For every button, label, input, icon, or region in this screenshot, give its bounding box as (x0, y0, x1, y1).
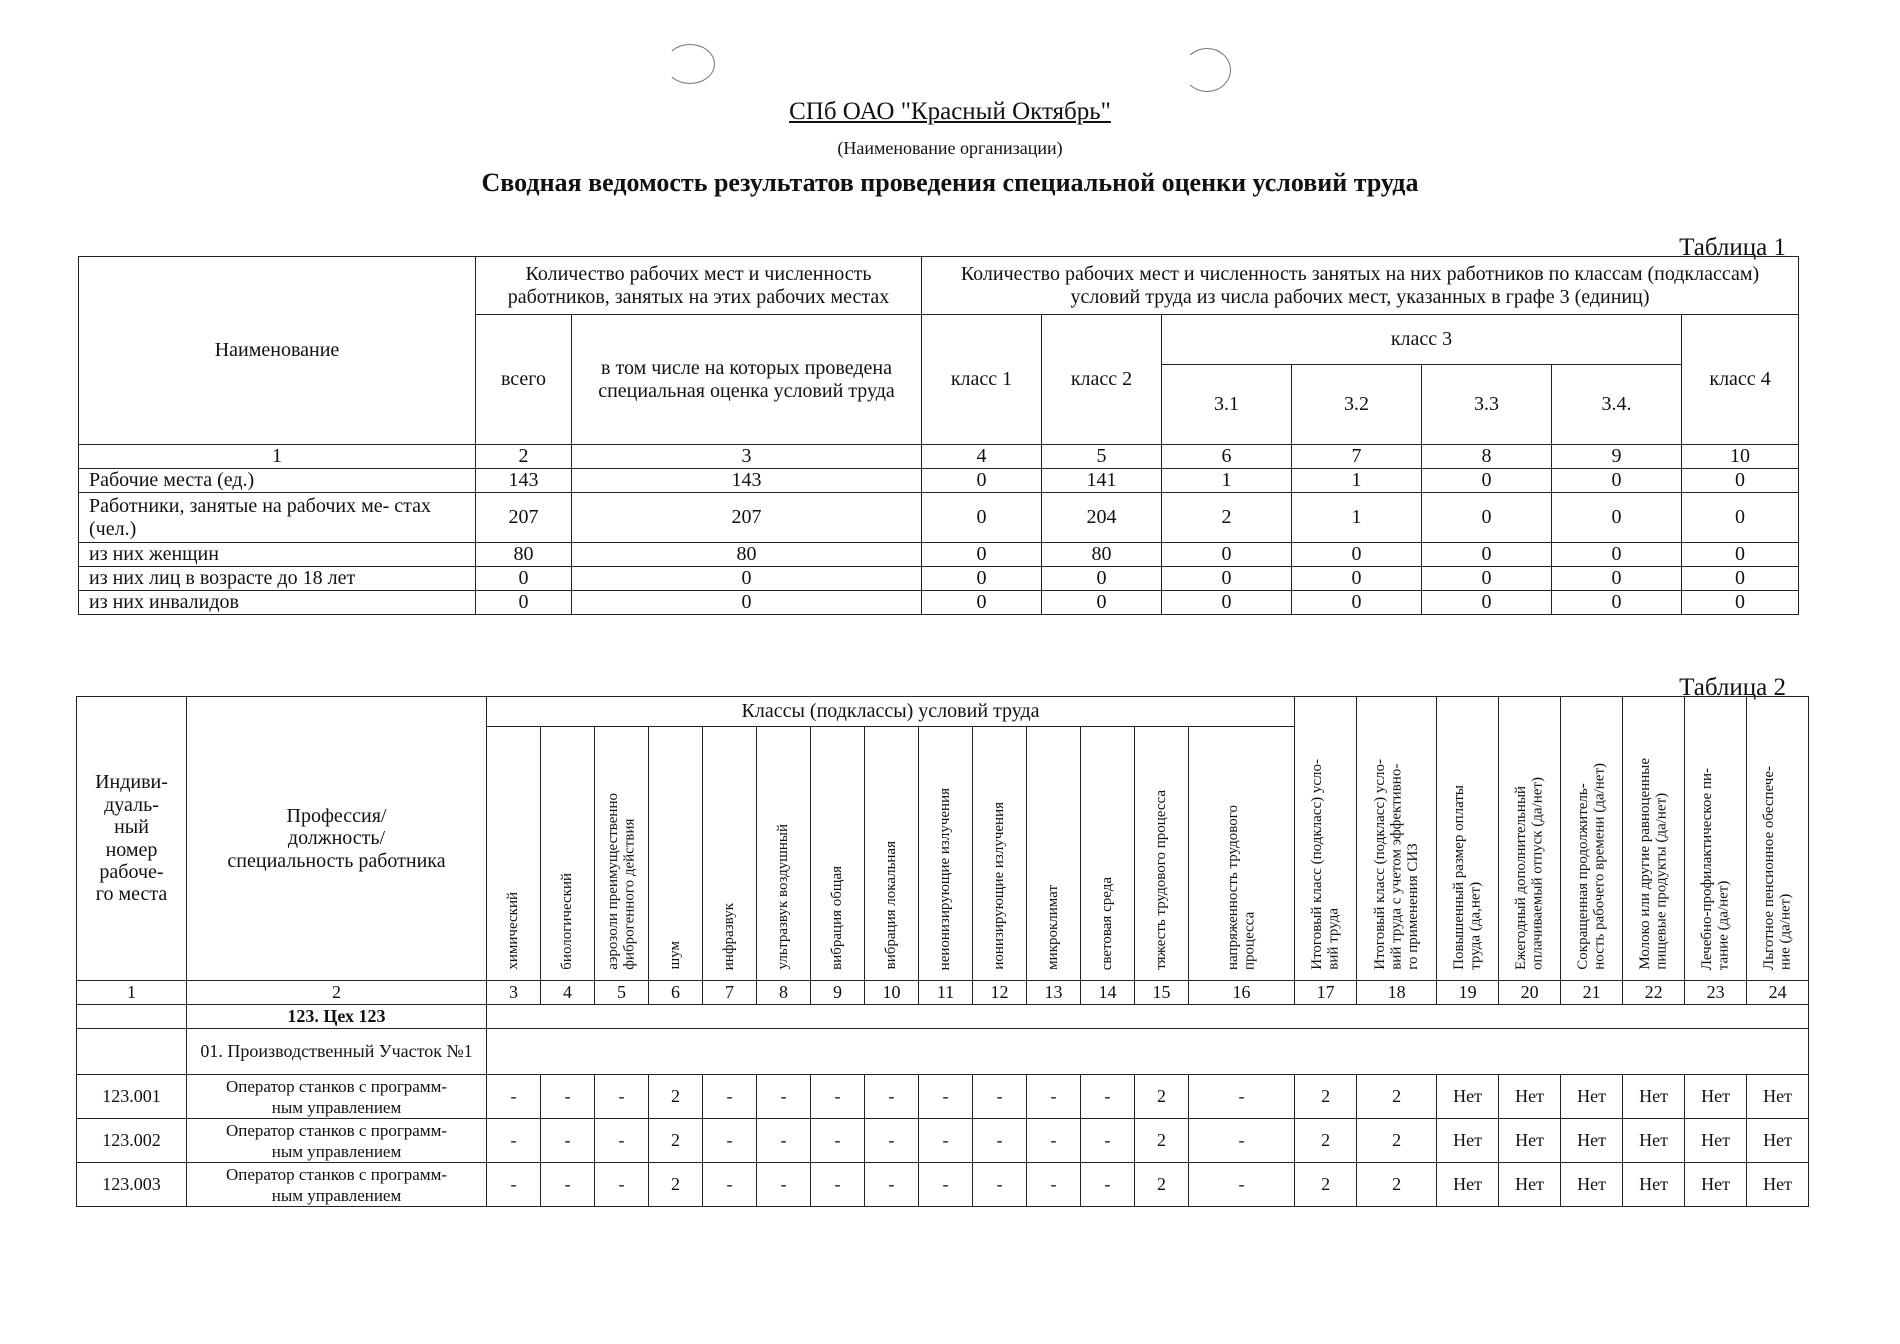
subsection-title: 01. Производственный Участок №1 (187, 1029, 487, 1075)
row-name: Рабочие места (ед.) (79, 469, 476, 493)
document-title: Сводная ведомость результатов проведения специальной оценки условий труда (481, 168, 1419, 197)
table-cell: Нет (1437, 1119, 1499, 1163)
row-name: из них лиц в возрасте до 18 лет (79, 567, 476, 591)
column-number: 10 (865, 981, 919, 1005)
factor-header: неионизирующие излучения (919, 727, 973, 981)
column-number: 4 (541, 981, 595, 1005)
table-cell: 0 (476, 567, 572, 591)
table-cell: 2 (1357, 1163, 1437, 1207)
table-cell: - (811, 1075, 865, 1119)
profession-cell: Оператор станков с программ- ным управлением (187, 1163, 487, 1207)
column-number: 6 (649, 981, 703, 1005)
table-cell: 0 (1162, 591, 1292, 615)
table-cell: - (919, 1163, 973, 1207)
table-cell: 0 (1682, 567, 1799, 591)
result-header: Лечебно-профилактическое пи- тание (да/нет) (1685, 697, 1747, 981)
table-cell: - (1081, 1163, 1135, 1207)
factor-header: вибрация общая (811, 727, 865, 981)
table-cell: 2 (1357, 1119, 1437, 1163)
result-header: Молоко или другие равноценные пищевые продукты (да/нет) (1623, 697, 1685, 981)
table-row (79, 591, 1799, 615)
table-cell: - (595, 1119, 649, 1163)
column-number: 5 (595, 981, 649, 1005)
column-number: 22 (1623, 981, 1685, 1005)
table-cell: - (919, 1075, 973, 1119)
table-cell: - (541, 1075, 595, 1119)
table-cell: - (811, 1163, 865, 1207)
table-cell: Нет (1685, 1075, 1747, 1119)
column-number: 19 (1437, 981, 1499, 1005)
column-number: 1 (77, 981, 187, 1005)
factor-header: биологический (541, 727, 595, 981)
table-cell: Нет (1623, 1163, 1685, 1207)
table-cell: 207 (476, 493, 572, 543)
table-cell: Нет (1685, 1163, 1747, 1207)
table-cell: 2 (1162, 493, 1292, 543)
table-cell: 0 (1292, 591, 1422, 615)
result-header: Льготное пенсионное обеспече- ние (да/нет) (1747, 697, 1809, 981)
table-cell: - (973, 1119, 1027, 1163)
table-cell: 0 (1422, 493, 1552, 543)
column-number: 3 (487, 981, 541, 1005)
table-cell: 2 (1357, 1075, 1437, 1119)
table-row (79, 567, 1799, 591)
column-number: 10 (1682, 445, 1799, 469)
table-cell: 2 (1295, 1075, 1357, 1119)
workplaces-table (76, 696, 1809, 1207)
table-cell: Нет (1499, 1075, 1561, 1119)
row-name: из них женщин (79, 543, 476, 567)
table-cell: Нет (1499, 1163, 1561, 1207)
column-number: 21 (1561, 981, 1623, 1005)
table-cell: 143 (572, 469, 922, 493)
table-cell: - (865, 1119, 919, 1163)
col-name-header: Наименование (79, 257, 476, 445)
table-cell: - (811, 1119, 865, 1163)
row-name: Работники, занятые на рабочих ме- стах (чел.) (79, 493, 476, 543)
column-number: 2 (187, 981, 487, 1005)
col-id-header: Индиви- дуаль- ный номер рабоче- го места (77, 697, 187, 981)
table-cell: - (703, 1075, 757, 1119)
table-cell: 2 (1135, 1075, 1189, 1119)
result-header: Сокращенная продолжитель- ность рабочего времени (да/нет) (1561, 697, 1623, 981)
factor-header: микроклимат (1027, 727, 1081, 981)
table-cell: - (1189, 1075, 1295, 1119)
table-cell: 0 (1682, 493, 1799, 543)
table-row (77, 1075, 1809, 1119)
table-cell: Нет (1561, 1075, 1623, 1119)
table-cell: 2 (1295, 1163, 1357, 1207)
table-row (77, 1163, 1809, 1207)
table-cell: 0 (922, 493, 1042, 543)
table-cell: 0 (922, 469, 1042, 493)
table-cell: 0 (1682, 543, 1799, 567)
table-cell: 0 (1292, 543, 1422, 567)
table-cell: 0 (1682, 469, 1799, 493)
table-row (77, 1119, 1809, 1163)
column-number: 3 (572, 445, 922, 469)
col-class1-header: класс 1 (922, 315, 1042, 445)
column-number: 12 (973, 981, 1027, 1005)
result-header: Итоговый класс (подкласс) усло- вий труда (1295, 697, 1357, 981)
table-cell: - (1027, 1119, 1081, 1163)
column-number: 7 (703, 981, 757, 1005)
table-cell: 207 (572, 493, 922, 543)
table-cell: 0 (1552, 493, 1682, 543)
col-3-1-header: 3.1 (1162, 365, 1292, 445)
table-cell: 0 (1162, 543, 1292, 567)
table-cell: Нет (1437, 1163, 1499, 1207)
table-cell: - (757, 1075, 811, 1119)
table-cell: 0 (572, 567, 922, 591)
summary-table (78, 256, 1799, 615)
table-cell: 143 (476, 469, 572, 493)
column-numbers-row (77, 981, 1809, 1005)
table-cell: - (595, 1075, 649, 1119)
table-cell: 0 (1162, 567, 1292, 591)
workplace-id: 123.002 (77, 1119, 187, 1163)
column-number: 7 (1292, 445, 1422, 469)
table-cell: Нет (1499, 1119, 1561, 1163)
column-number: 15 (1135, 981, 1189, 1005)
table-cell: 0 (1422, 591, 1552, 615)
workplace-id: 123.001 (77, 1075, 187, 1119)
table-cell: Нет (1561, 1163, 1623, 1207)
table-cell: Нет (1747, 1075, 1809, 1119)
table-cell: - (541, 1119, 595, 1163)
row-name: из них инвалидов (79, 591, 476, 615)
table-cell: 0 (1552, 469, 1682, 493)
factor-header: шум (649, 727, 703, 981)
table-cell: Нет (1747, 1163, 1809, 1207)
table-cell: 0 (476, 591, 572, 615)
table-cell: 0 (1422, 543, 1552, 567)
column-number: 18 (1357, 981, 1437, 1005)
table-cell: 0 (922, 543, 1042, 567)
table-cell: 0 (1422, 469, 1552, 493)
factor-header: ультразвук воздушный (757, 727, 811, 981)
col-total-header: всего (476, 315, 572, 445)
column-number: 5 (1042, 445, 1162, 469)
table-cell: 1 (1162, 469, 1292, 493)
column-number: 9 (811, 981, 865, 1005)
profession-cell: Оператор станков с программ- ным управлением (187, 1119, 487, 1163)
organization-name: СПб ОАО "Красный Октябрь" (789, 98, 1111, 125)
column-number: 20 (1499, 981, 1561, 1005)
table1-label: Таблица 1 (1679, 234, 1786, 261)
table-cell: 0 (1552, 543, 1682, 567)
table-cell: 2 (649, 1119, 703, 1163)
factor-header: напряженность трудового процесса (1189, 727, 1295, 981)
column-number: 8 (1422, 445, 1552, 469)
column-number: 2 (476, 445, 572, 469)
table-cell: Нет (1623, 1075, 1685, 1119)
table-cell: 0 (1292, 567, 1422, 591)
table-cell: - (973, 1163, 1027, 1207)
hole-punch-mark-right (1183, 48, 1231, 92)
col-profession-header: Профессия/ должность/ специальность работника (187, 697, 487, 981)
table-cell: 0 (1682, 591, 1799, 615)
col-class4-header: класс 4 (1682, 315, 1799, 445)
table-cell: - (865, 1163, 919, 1207)
group-classes-header: Количество рабочих мест и численность занятых на них работников по классам (подклассам) условий труда из числа рабочих мест, указанных в графе 3 (единиц) (922, 257, 1799, 315)
table-cell: 0 (922, 591, 1042, 615)
table-cell: Нет (1437, 1075, 1499, 1119)
col-assessed-header: в том числе на которых проведена специальная оценка условий труда (572, 315, 922, 445)
column-number: 16 (1189, 981, 1295, 1005)
table-cell: 0 (1552, 591, 1682, 615)
table-cell: - (487, 1119, 541, 1163)
table-cell: 141 (1042, 469, 1162, 493)
table-cell: - (541, 1163, 595, 1207)
table-cell: 1 (1292, 493, 1422, 543)
table-cell: - (1027, 1163, 1081, 1207)
column-number: 13 (1027, 981, 1081, 1005)
profession-cell: Оператор станков с программ- ным управлением (187, 1075, 487, 1119)
table-cell: - (1027, 1075, 1081, 1119)
factor-header: аэрозоли преимущественно фиброгенного действия (595, 727, 649, 981)
column-number: 24 (1747, 981, 1809, 1005)
column-numbers-row (79, 445, 1799, 469)
factor-header: химический (487, 727, 541, 981)
section-title: 123. Цех 123 (187, 1005, 487, 1029)
factor-header: инфразвук (703, 727, 757, 981)
table-cell: - (757, 1119, 811, 1163)
group-class3-header: класс 3 (1162, 315, 1682, 365)
table-cell: - (487, 1075, 541, 1119)
table-cell: 0 (572, 591, 922, 615)
column-number: 6 (1162, 445, 1292, 469)
table-row (79, 543, 1799, 567)
table-cell: 80 (572, 543, 922, 567)
table2-label: Таблица 2 (1679, 674, 1786, 701)
hole-punch-mark-left (665, 44, 715, 84)
col-class2-header: класс 2 (1042, 315, 1162, 445)
table-row (79, 493, 1799, 543)
column-number: 17 (1295, 981, 1357, 1005)
result-header: Ежегодный дополнительный оплачиваемый отпуск (да/нет) (1499, 697, 1561, 981)
table-cell: - (757, 1163, 811, 1207)
table-cell: 204 (1042, 493, 1162, 543)
table-cell: 2 (1295, 1119, 1357, 1163)
result-header: Повышенный размер оплаты труда (да,нет) (1437, 697, 1499, 981)
workplace-id: 123.003 (77, 1163, 187, 1207)
table-cell: - (703, 1119, 757, 1163)
table-cell: 2 (1135, 1119, 1189, 1163)
table-cell: 2 (1135, 1163, 1189, 1207)
table-cell: - (1081, 1075, 1135, 1119)
table-cell: - (487, 1163, 541, 1207)
column-number: 4 (922, 445, 1042, 469)
table-cell: - (703, 1163, 757, 1207)
result-header: Итоговый класс (подкласс) усло- вий труда с учетом эффективно- го применения СИЗ (1357, 697, 1437, 981)
factor-header: ионизирующие излучения (973, 727, 1027, 981)
table-cell: 0 (922, 567, 1042, 591)
column-number: 8 (757, 981, 811, 1005)
factor-header: световая среда (1081, 727, 1135, 981)
column-number: 23 (1685, 981, 1747, 1005)
column-number: 9 (1552, 445, 1682, 469)
factor-header: тяжесть трудового процесса (1135, 727, 1189, 981)
table-cell: - (595, 1163, 649, 1207)
table-cell: 80 (1042, 543, 1162, 567)
col-3-3-header: 3.3 (1422, 365, 1552, 445)
column-number: 11 (919, 981, 973, 1005)
table-cell: 0 (1042, 567, 1162, 591)
table-cell: 0 (1422, 567, 1552, 591)
table-cell: - (1189, 1163, 1295, 1207)
table-cell: - (1189, 1119, 1295, 1163)
table-row (79, 469, 1799, 493)
table-cell: - (1081, 1119, 1135, 1163)
table-cell: Нет (1561, 1119, 1623, 1163)
column-number: 1 (79, 445, 476, 469)
factor-header: вибрация локальная (865, 727, 919, 981)
table-cell: Нет (1623, 1119, 1685, 1163)
table-cell: 2 (649, 1163, 703, 1207)
table-cell: Нет (1685, 1119, 1747, 1163)
table-cell: 0 (1042, 591, 1162, 615)
group-classes-header: Классы (подклассы) условий труда (487, 697, 1295, 727)
table-cell: 0 (1552, 567, 1682, 591)
table-cell: - (919, 1119, 973, 1163)
table-cell: - (973, 1075, 1027, 1119)
table-cell: - (865, 1075, 919, 1119)
table-cell: Нет (1747, 1119, 1809, 1163)
col-3-2-header: 3.2 (1292, 365, 1422, 445)
column-number: 14 (1081, 981, 1135, 1005)
col-3-4-header: 3.4. (1552, 365, 1682, 445)
table-cell: 1 (1292, 469, 1422, 493)
table-cell: 80 (476, 543, 572, 567)
table-cell: 2 (649, 1075, 703, 1119)
organization-caption: (Наименование организации) (837, 138, 1063, 158)
group-counts-header: Количество рабочих мест и численность работников, занятых на этих рабочих местах (476, 257, 922, 315)
